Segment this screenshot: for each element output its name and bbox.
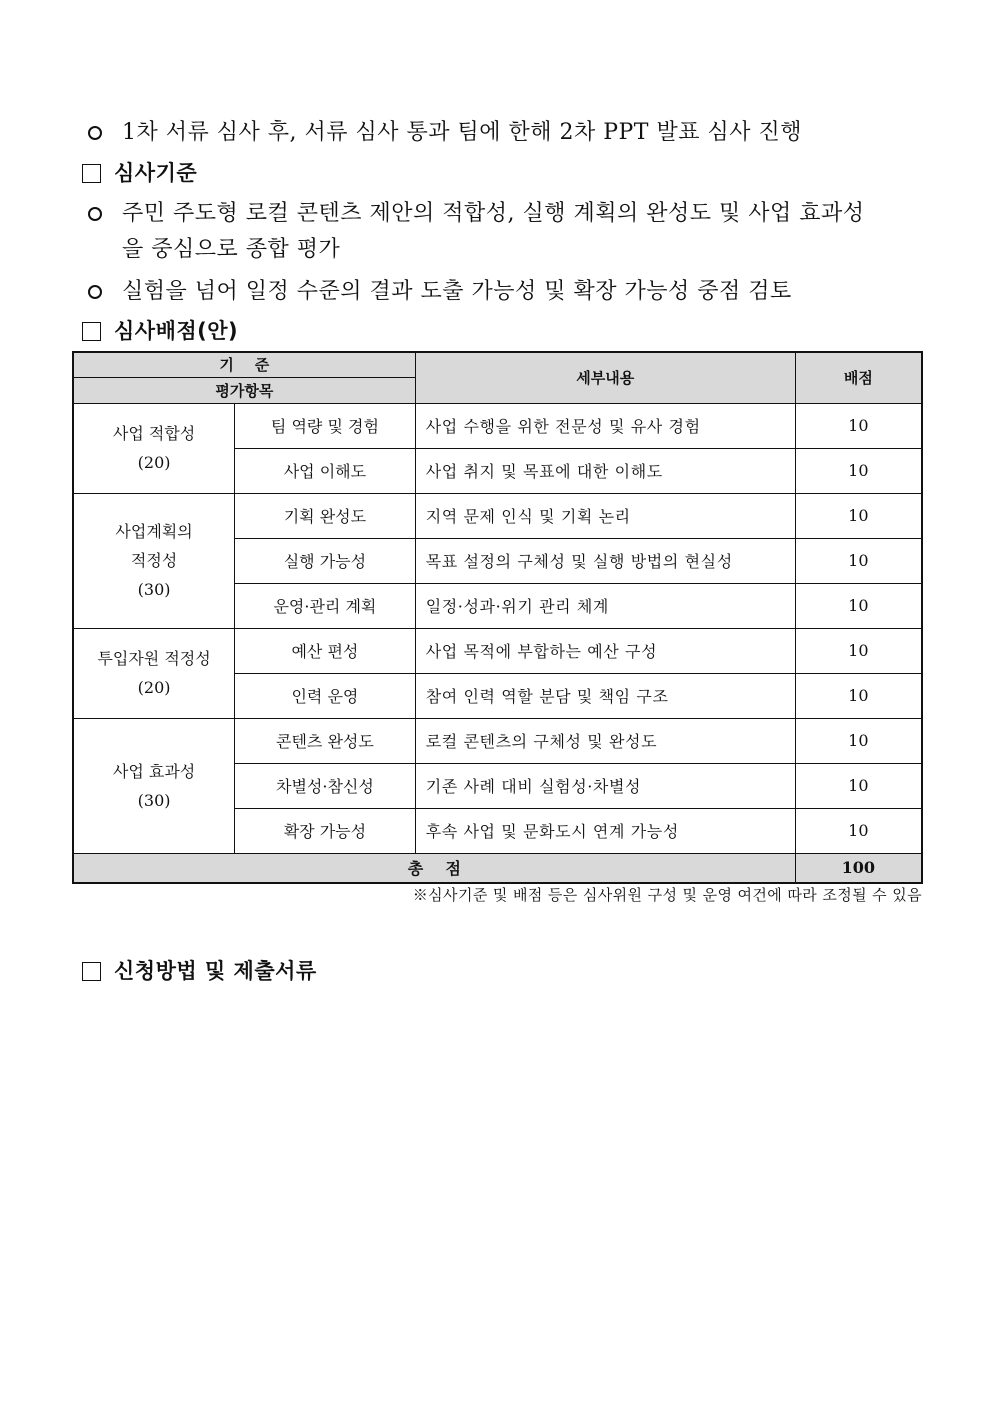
group-name: 투입자원 적정성 bbox=[97, 649, 211, 668]
score-cell: 10 bbox=[795, 808, 922, 853]
group-points: (20) bbox=[137, 678, 171, 697]
table-row bbox=[73, 493, 922, 538]
total-row bbox=[73, 853, 922, 883]
bullet-text-line2: 을 중심으로 종합 평가 bbox=[122, 237, 341, 262]
checkbox-square-icon bbox=[82, 164, 101, 183]
section-title: 심사기준 bbox=[114, 161, 198, 185]
detail-cell: 목표 설정의 구체성 및 실행 방법의 현실성 bbox=[415, 538, 795, 583]
group-name-line2: 적정성 bbox=[130, 551, 178, 570]
score-cell: 10 bbox=[795, 538, 922, 583]
group-cell bbox=[73, 493, 235, 628]
detail-cell: 참여 인력 역할 분담 및 책임 구조 bbox=[415, 673, 795, 718]
score-cell: 10 bbox=[795, 763, 922, 808]
detail-cell: 일정·성과·위기 관리 체계 bbox=[415, 583, 795, 628]
item-cell: 기획 완성도 bbox=[235, 493, 416, 538]
group-cell bbox=[73, 628, 235, 718]
detail-cell: 사업 취지 및 목표에 대한 이해도 bbox=[415, 448, 795, 493]
section-title: 신청방법 및 제출서류 bbox=[114, 959, 317, 983]
circle-bullet-icon bbox=[88, 285, 102, 299]
scoring-table bbox=[72, 351, 923, 884]
circle-bullet-icon bbox=[88, 126, 102, 140]
group-name: 사업 효과성 bbox=[112, 761, 196, 781]
header-detail: 세부내용 bbox=[415, 352, 795, 403]
header-item: 평가항목 bbox=[73, 377, 415, 403]
bullet-text: 실험을 넘어 일정 수준의 결과 도출 가능성 및 확장 가능성 중점 검토 bbox=[122, 279, 792, 304]
checkbox-square-icon bbox=[82, 962, 101, 981]
checkbox-square-icon bbox=[82, 322, 101, 341]
score-cell: 10 bbox=[795, 718, 922, 763]
group-cell bbox=[73, 718, 235, 853]
table-footnote: ※심사기준 및 배점 등은 심사위원 구성 및 운영 여건에 따라 조정될 수 있음 bbox=[412, 886, 922, 904]
score-cell: 10 bbox=[795, 673, 922, 718]
group-cell bbox=[73, 403, 235, 493]
item-cell: 사업 이해도 bbox=[235, 448, 416, 493]
item-cell: 실행 가능성 bbox=[235, 538, 416, 583]
score-cell: 10 bbox=[795, 448, 922, 493]
bullet-text: 1차 서류 심사 후, 서류 심사 통과 팀에 한해 2차 PPT 발표 심사 진행 bbox=[122, 120, 802, 145]
item-cell: 차별성·참신성 bbox=[235, 763, 416, 808]
item-cell: 예산 편성 bbox=[235, 628, 416, 673]
circle-bullet-icon bbox=[88, 207, 102, 221]
item-cell: 운영·관리 계획 bbox=[235, 583, 416, 628]
group-name: 사업계획의 bbox=[115, 522, 193, 541]
table-row bbox=[73, 628, 922, 673]
table-row bbox=[73, 718, 922, 763]
section-title: 심사배점(안) bbox=[114, 319, 239, 343]
total-score: 100 bbox=[795, 853, 922, 883]
detail-cell: 후속 사업 및 문화도시 연계 가능성 bbox=[415, 808, 795, 853]
group-points: (30) bbox=[137, 790, 171, 810]
detail-cell: 기존 사례 대비 실험성·차별성 bbox=[415, 763, 795, 808]
detail-cell: 지역 문제 인식 및 기획 논리 bbox=[415, 493, 795, 538]
item-cell: 인력 운영 bbox=[235, 673, 416, 718]
item-cell: 콘텐츠 완성도 bbox=[235, 718, 416, 763]
group-points: (30) bbox=[137, 580, 171, 599]
group-name: 사업 적합성 bbox=[112, 424, 196, 443]
detail-cell: 로컬 콘텐츠의 구체성 및 완성도 bbox=[415, 718, 795, 763]
detail-cell: 사업 목적에 부합하는 예산 구성 bbox=[415, 628, 795, 673]
header-criteria: 기 준 bbox=[73, 352, 415, 377]
score-cell: 10 bbox=[795, 583, 922, 628]
bullet-text-line1: 주민 주도형 로컬 콘텐츠 제안의 적합성, 실행 계획의 완성도 및 사업 효과성 bbox=[122, 201, 865, 226]
group-points: (20) bbox=[137, 453, 171, 472]
detail-cell: 사업 수행을 위한 전문성 및 유사 경험 bbox=[415, 403, 795, 448]
score-cell: 10 bbox=[795, 403, 922, 448]
table-row bbox=[73, 403, 922, 448]
item-cell: 확장 가능성 bbox=[235, 808, 416, 853]
score-cell: 10 bbox=[795, 493, 922, 538]
header-score: 배점 bbox=[795, 352, 922, 403]
total-label: 총 점 bbox=[73, 853, 795, 883]
score-cell: 10 bbox=[795, 628, 922, 673]
item-cell: 팀 역량 및 경험 bbox=[235, 403, 416, 448]
